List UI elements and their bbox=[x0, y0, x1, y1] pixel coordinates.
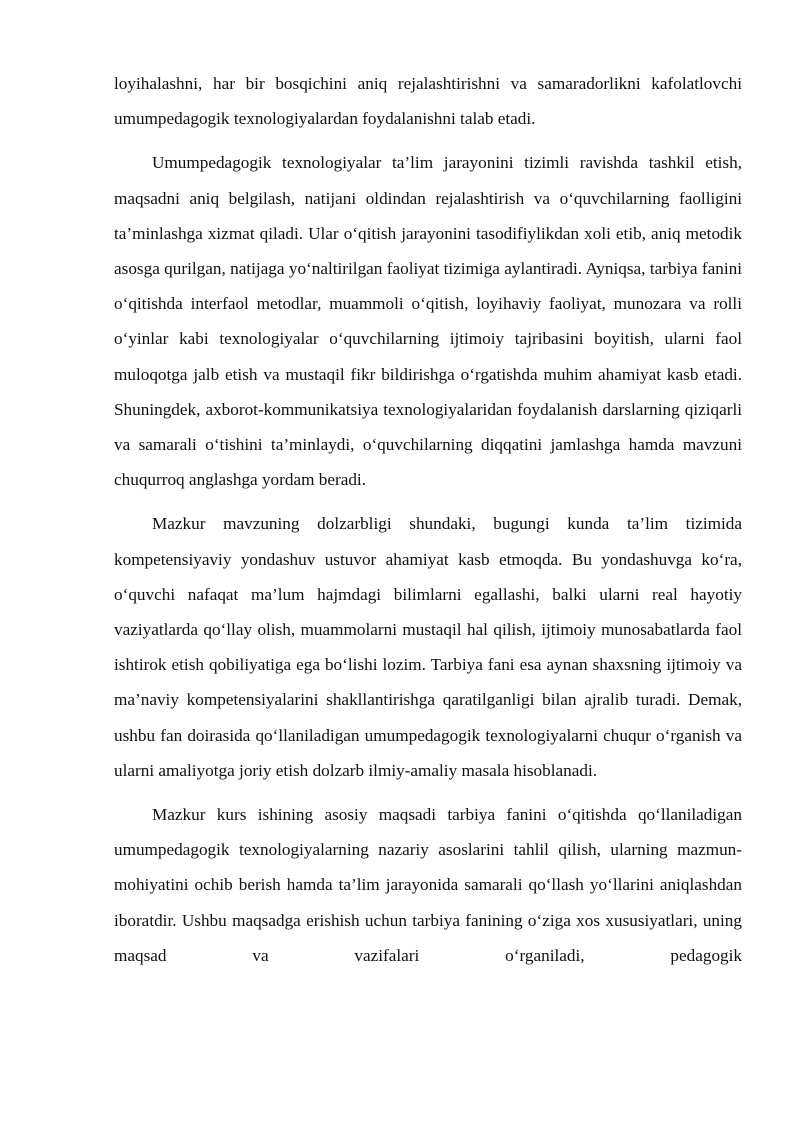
paragraph-relevance: Mazkur mavzuning dolzarbligi shundaki, bugungi kunda ta’lim tizimida kompetensiyaviy yondashuv ustuvor ahamiyat kasb etmoqda. Bu yondashuvga ko‘ra, o‘quvchi nafaqat ma’lum hajmdagi bilimlarni egallashi, balki ularni real hayotiy vaziyatlarda qo‘llay olish, muammolarni mustaqil hal qilish, ijtimoiy munosabatlarda faol ishtirok etish qobiliyatiga ega bo‘lishi lozim. Tarbiya fani esa aynan shaxsning ijtimoiy va ma’naviy kompetensiyalarini shakllantirishga qaratilganligi bilan ajralib turadi. Demak, ushbu fan doirasida qo‘llaniladigan umumpedagogik texnologiyalarni chuqur o‘rganish va ularni amaliyotga joriy etish dolzarb ilmiy-amaliy masala hisoblanadi. bbox=[114, 514, 742, 780]
paragraph-course-goal: Mazkur kurs ishining asosiy maqsadi tarbiya fanini o‘qitishda qo‘llaniladigan umumpedagogik texnologiyalarning nazariy asoslarini tahlil qilish, ularning mazmun-mohiyatini ochib berish hamda ta’lim jarayonida samarali qo‘llash yo‘llarini aniqlashdan iboratdir. Ushbu maqsadga erishish uchun tarbiya fanining o‘ziga xos xususiyatlari, uning maqsad va vazifalari o‘rganiladi, pedagogik bbox=[114, 805, 742, 965]
paragraph-continuation: loyihalashni, har bir bosqichini aniq rejalashtirishni va samaradorlikni kafolatlovchi umumpedagogik texnologiyalardan foydalanishni talab etadi. bbox=[114, 74, 742, 129]
paragraph-technologies: Umumpedagogik texnologiyalar ta’lim jarayonini tizimli ravishda tashkil etish, maqsadni aniq belgilash, natijani oldindan rejalashtirish va o‘quvchilarning faolligini ta’minlashga xizmat qiladi. Ular o‘qitish jarayonini tasodifiylikdan xoli etib, aniq metodik asosga qurilgan, natijaga yo‘naltirilgan faoliyat tizimiga aylantiradi. Ayniqsa, tarbiya fanini o‘qitishda interfaol metodlar, muammoli o‘qitish, loyihaviy faoliyat, munozara va rolli o‘yinlar kabi texnologiyalar o‘quvchilarning ijtimoiy tajribasini boyitish, ularni faol muloqotga jalb etish va mustaqil fikr bildirishga o‘rgatishda muhim ahamiyat kasb etadi. Shuningdek, axborot-kommunikatsiya texnologiyalaridan foydalanish darslarning qiziqarli va samarali o‘tishini ta’minlaydi, o‘quvchilarning diqqatini jamlashga hamda mavzuni chuqurroq anglashga yordam beradi. bbox=[114, 153, 742, 490]
document-page bbox=[114, 66, 742, 973]
